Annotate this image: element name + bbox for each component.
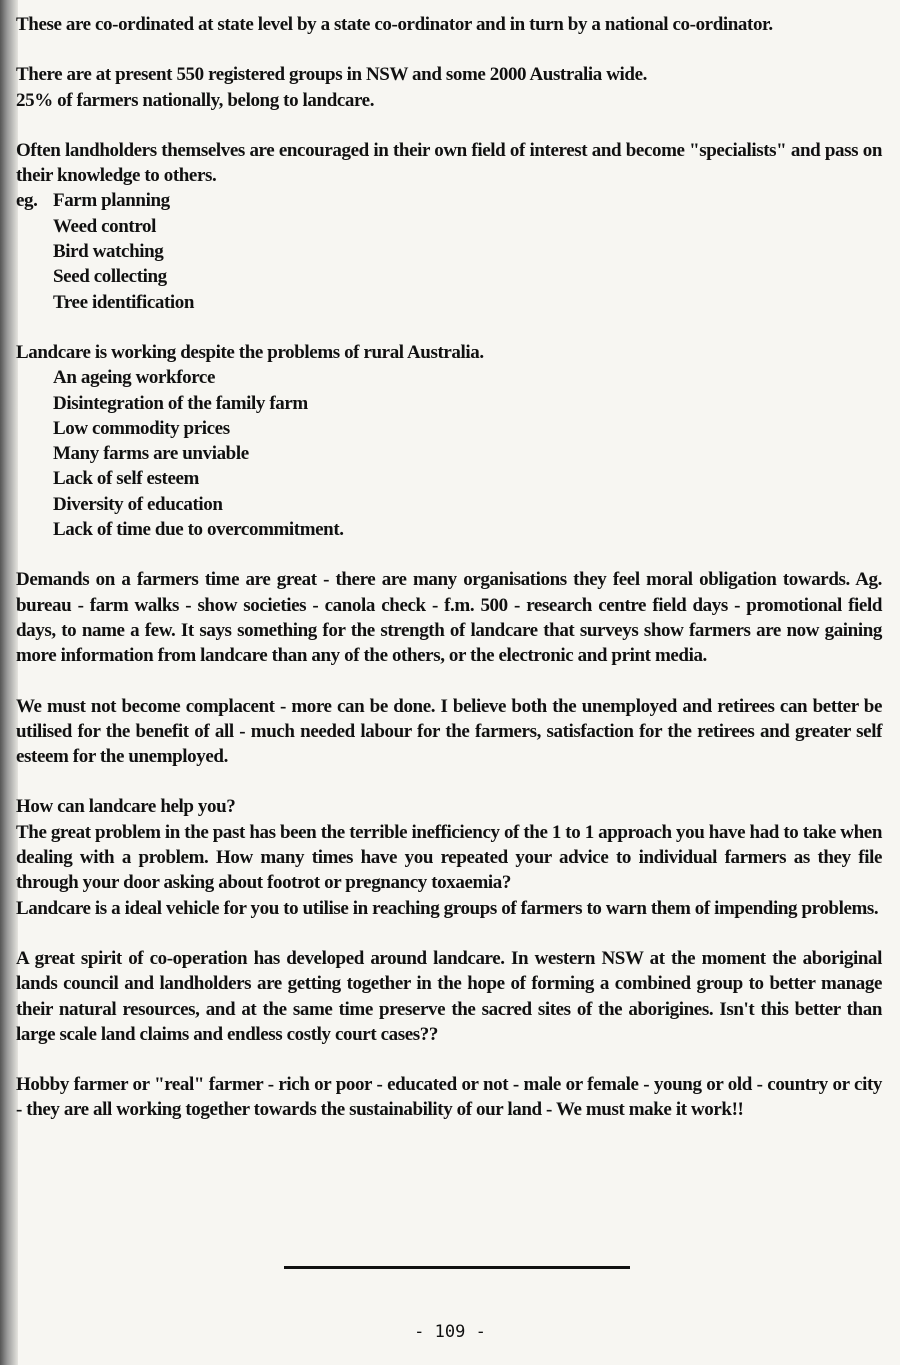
paragraph-rural-problems-intro: Landcare is working despite the problems of rural Australia. <box>16 341 484 363</box>
paragraph-how-help-question: How can landcare help you? <box>16 796 236 818</box>
list-item: Low commodity prices <box>53 417 230 439</box>
list-item: Lack of time due to overcommitment. <box>53 519 344 541</box>
list-item: Many farms are unviable <box>53 443 249 465</box>
paragraph-inefficiency: The great problem in the past has been the terrible inefficiency of the 1 to 1 approach you have had to take when dealing with a problem. How many times have you repeated your advice to individual farmers as they file through your door asking about footrot or pregnancy toxaemia? <box>16 821 882 894</box>
paragraph-cooperation: A great spirit of co-operation has developed around landcare. In western NSW at the moment the aboriginal lands council and landholders are getting together in the hope of forming a combined group to better manage their natural resources, and at the same time preserve the sacred sites of the aborigines. Isn't this better than large scale land claims and endless costly court cases?? <box>16 947 882 1045</box>
paragraph-complacency: We must not become complacent - more can be done. I believe both the unemployed and retirees can better be utilised for the benefit of all - much needed labour for the farmers, satisfaction for the retirees and greater self esteem for the unemployed. <box>16 695 882 768</box>
list-item: Tree identification <box>53 291 195 313</box>
list-item: Seed collecting <box>53 266 167 288</box>
paragraph-conclusion: Hobby farmer or "real" farmer - rich or poor - educated or not - male or female - young or old - country or city - they are all working together towards the sustainability of our land - We must make it work!! <box>16 1074 882 1121</box>
list-item: Lack of self esteem <box>53 468 199 490</box>
document-body <box>16 12 882 1148</box>
page-number: - 109 - <box>414 1322 486 1342</box>
paragraph-farmer-demands: Demands on a farmers time are great - there are many organisations they feel moral obligation towards. Ag. bureau - farm walks - show societies - canola check - f.m. 500 - research centre field days - promotional field days, to name a few. It says something for the strength of landcare that surveys show farmers are now gaining more information from landcare than any of the others, or the electronic and print media. <box>16 569 882 667</box>
paragraph-registered-groups: There are at present 550 registered groups in NSW and some 2000 Australia wide. <box>16 64 647 86</box>
paragraph-coordination: These are co-ordinated at state level by a state co-ordinator and in turn by a national co-ordinator. <box>16 14 773 35</box>
list-item: Farm planning <box>53 190 170 212</box>
problems-list <box>16 365 882 542</box>
paragraph-ideal-vehicle: Landcare is a ideal vehicle for you to utilise in reaching groups of farmers to warn them of impending problems. <box>16 897 879 919</box>
list-item: Diversity of education <box>53 493 223 515</box>
eg-label: eg. <box>16 190 38 212</box>
list-item: Bird watching <box>53 241 164 263</box>
list-item: Weed control <box>53 215 157 237</box>
list-item: An ageing workforce <box>53 367 215 389</box>
paragraph-specialists: Often landholders themselves are encouraged in their own field of interest and become "specialists" and pass on their knowledge to others. <box>16 139 882 187</box>
list-item: Disintegration of the family farm <box>53 392 308 414</box>
paragraph-farmers-percentage: 25% of farmers nationally, belong to landcare. <box>16 89 375 111</box>
specialist-list <box>16 188 882 314</box>
horizontal-rule <box>284 1266 630 1269</box>
